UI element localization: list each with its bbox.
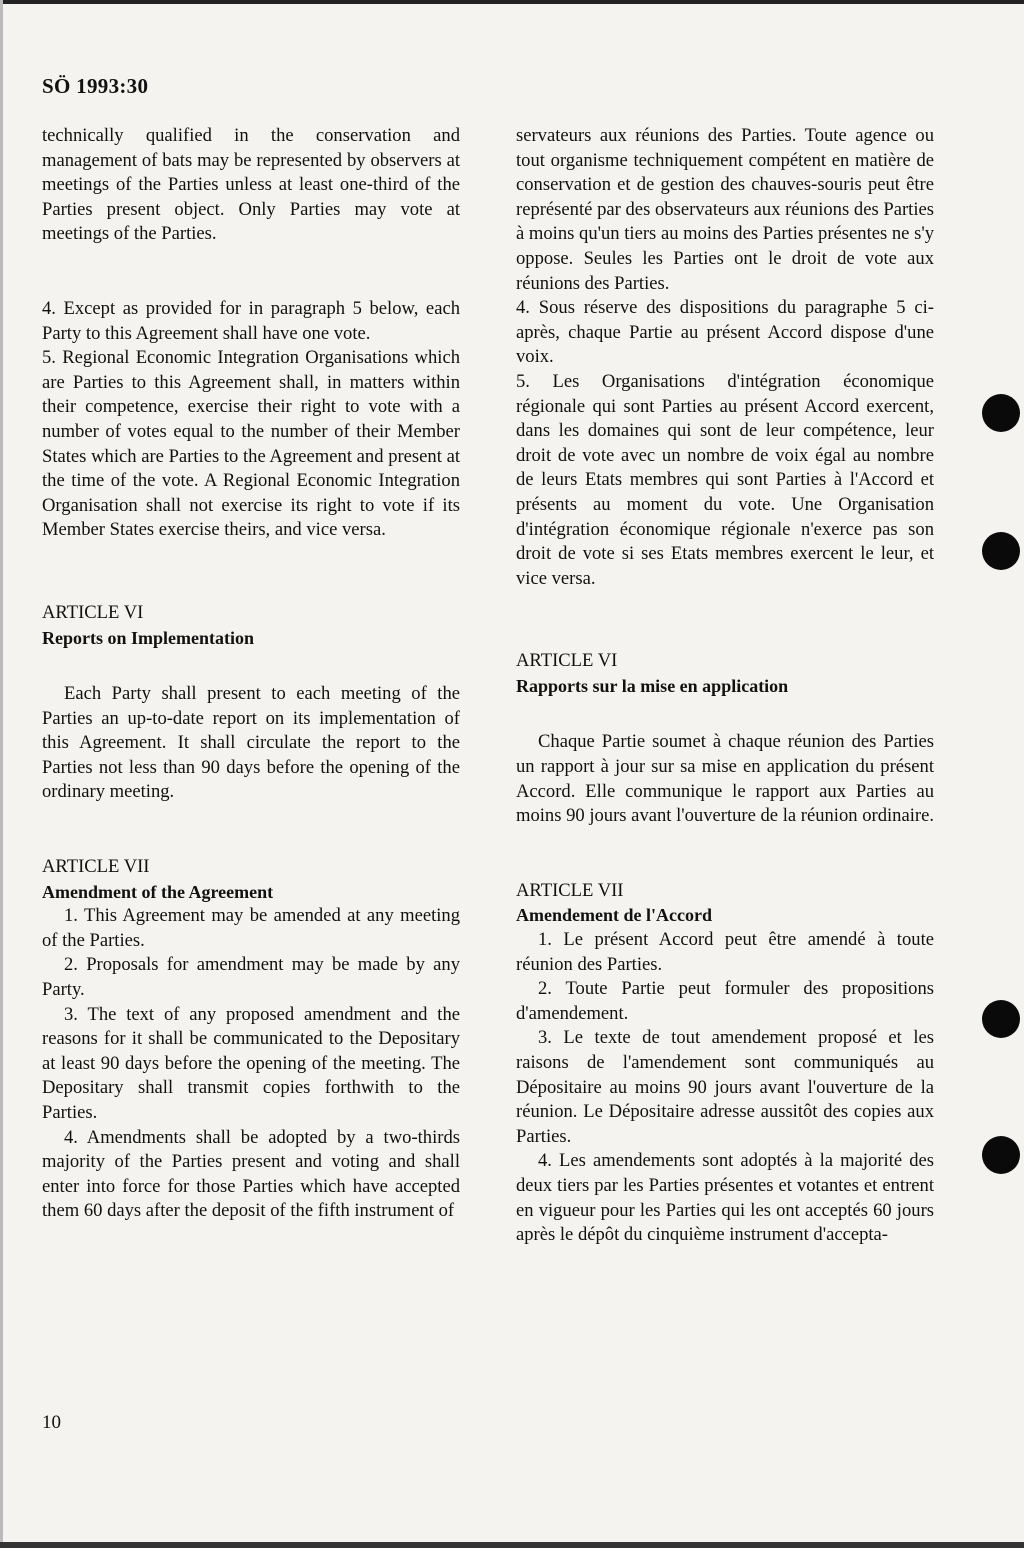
punch-hole-mark [982,1000,1020,1038]
fr-article-7-paragraph-2: 2. Toute Partie peut formuler des propositions d'amendement. [516,978,934,1024]
en-article-7-subtitle: Amendment of the Agreement [42,881,274,902]
spacer [516,829,934,879]
fr-article-6-paragraph: Chaque Partie soumet à chaque réunion des Parties un rapport à jour sur sa mise en application du présent Accord. Elle communique le rapport aux Parties au moins 90 jours avant l'ouverture de la réunion ordinaire. [516,731,934,827]
spacer [516,591,934,649]
fr-article-7-paragraph-1: 1. Le présent Accord peut être amendé à toute réunion des Parties. [516,929,934,975]
page-bottom-edge [0,1542,1024,1548]
en-article-6-paragraph: Each Party shall present to each meeting of the Parties an up-to-date report on its implementation of this Agreement. It shall circulate the report to the Parties not less than 90 days before the opening of the ordinary meeting. [42,683,460,803]
en-article-7-title: ARTICLE VII [42,856,150,878]
page-number: 10 [42,1412,61,1433]
en-continued-paragraph: technically qualified in the conservation and management of bats may be represented by observers at meetings of the Parties unless at least one-third of the Parties present object. Only Parties may vote at meetings of the Parties. [42,125,460,245]
document-code-header: SÖ 1993:30 [42,74,149,98]
en-paragraph-4: 4. Except as provided for in paragraph 5 below, each Party to this Agreement shall have one vote. [42,297,460,344]
punch-hole-mark [982,394,1020,432]
spacer [42,247,460,297]
punch-hole-mark [982,532,1020,570]
french-column [516,124,934,1248]
fr-continued-paragraph: servateurs aux réunions des Parties. Toute agence ou tout organisme techniquement compétent en matière de conservation et de gestion des chauves-souris peut être représenté par des observateurs aux réunions des Parties à moins qu'un tiers au moins des Parties présentes ne s'y oppose. Seules les Parties ont le droit de vote aux réunions des Parties. [516,125,934,294]
fr-article-7-paragraph-4: 4. Les amendements sont adoptés à la majorité des deux tiers par les Parties présentes et votantes et entrent en vigueur pour les Parties qui les ont acceptés 60 jours après le dépôt du cinquième instrument d'accepta- [516,1150,934,1246]
en-article-7-paragraph-2: 2. Proposals for amendment may be made by any Party. [42,954,460,1001]
fr-article-7-subtitle: Amendement de l'Accord [516,905,712,926]
page-top-edge [0,0,1024,4]
fr-article-7-title: ARTICLE VII [516,879,624,901]
en-article-7-paragraph-3: 3. The text of any proposed amendment and the reasons for it shall be communicated to the Depositary at least 90 days before the opening of the meeting. The Depositary shall transmit copies forthwith to the Parties. [42,1003,460,1123]
fr-article-6-subtitle: Rapports sur la mise en application [516,675,789,696]
en-article-7-paragraph-1: 1. This Agreement may be amended at any meeting of the Parties. [42,905,460,951]
fr-article-6-title: ARTICLE VI [516,650,618,672]
punch-hole-mark [982,1136,1020,1174]
en-article-6-subtitle: Reports on Implementation [42,627,254,648]
fr-paragraph-4: 4. Sous réserve des dispositions du paragraphe 5 ci-après, chaque Partie au présent Accord dispose d'une voix. [516,297,934,368]
spacer [42,805,460,855]
spacer [42,650,460,682]
fr-article-7-paragraph-3: 3. Le texte de tout amendement proposé et les raisons de l'amendement sont communiqués au Dépositaire au moins 90 jours avant l'ouverture de la réunion. Le Dépositaire adresse aussitôt des copies aux Parties. [516,1027,934,1147]
english-column [42,124,460,1224]
spacer [42,543,460,601]
spacer [516,698,934,730]
fr-paragraph-5: 5. Les Organisations d'intégration économique régionale qui sont Parties au présent Accord exercent, dans les domaines qui sont de leur compétence, leur droit de vote avec un nombre de voix égal au nombre de leurs Etats membres qui sont Parties à l'Accord et présents au moment du vote. Une Organisation d'intégration économique régionale n'exerce pas son droit de vote si ses Etats membres exercent le leur, et vice versa. [516,370,934,589]
en-article-6-title: ARTICLE VI [42,601,144,623]
page-left-edge [0,0,3,1548]
en-paragraph-5: 5. Regional Economic Integration Organisations which are Parties to this Agreement shall, in matters within their competence, exercise their right to vote with a number of votes equal to the number of their Member States which are Parties to the Agreement and present at the time of the vote. A Regional Economic Integration Organisation shall not exercise its right to vote if its Member States exercise theirs, and vice versa. [42,347,460,541]
en-article-7-paragraph-4: 4. Amendments shall be adopted by a two-thirds majority of the Parties present and voting and shall enter into force for those Parties which have accepted them 60 days after the deposit of the fifth instrument of [42,1126,460,1222]
